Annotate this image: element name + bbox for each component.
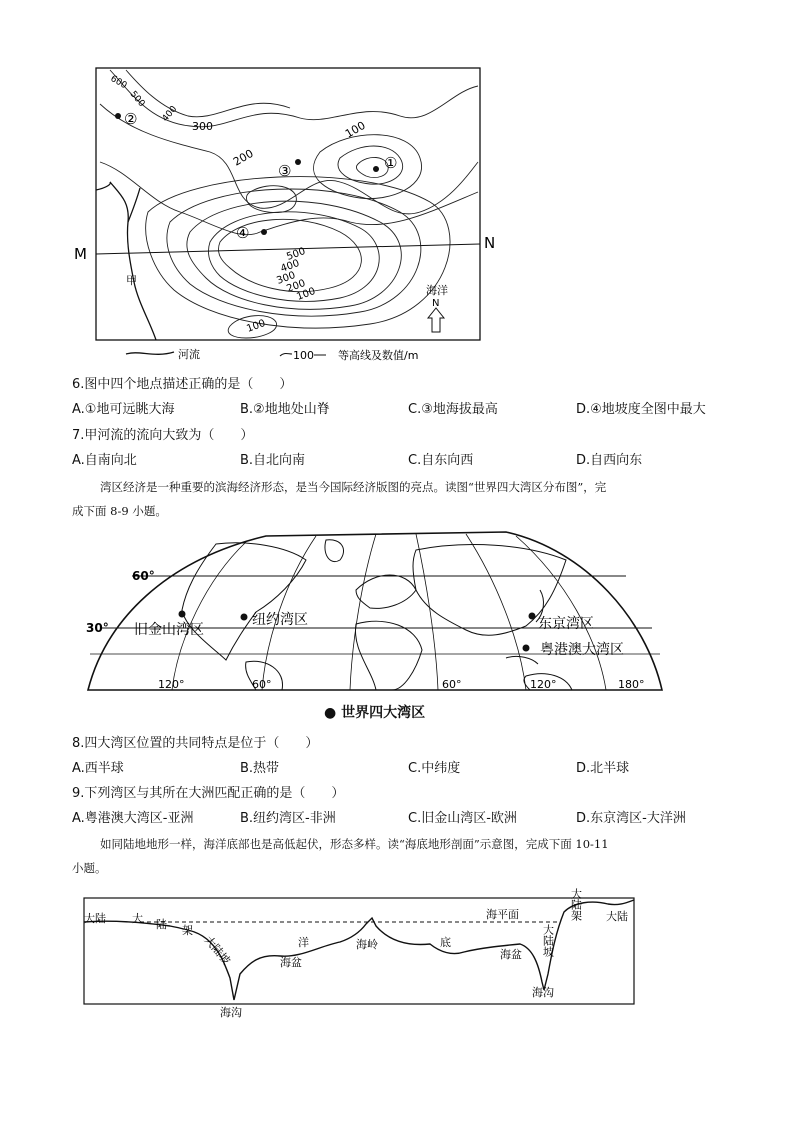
seafloor-profile-diagram <box>80 882 640 1022</box>
longitude-120w-label: 120° <box>158 678 185 691</box>
question-8-option-a[interactable]: A.西半球 <box>72 761 124 776</box>
greenland-outline <box>325 540 344 562</box>
label-land-left: 大陆 <box>84 912 106 925</box>
intro-line: 成下面 8-9 小题。 <box>72 504 167 518</box>
contour-value: 100 <box>295 285 317 303</box>
africa-outline <box>355 621 422 690</box>
question-7-option-d[interactable]: D.自西向东 <box>576 453 643 468</box>
question-8-option-d[interactable]: D.北半球 <box>576 761 630 776</box>
label-shelf-left-2: 陆 <box>156 918 167 931</box>
world-map-caption: ● 世界四大湾区 <box>324 705 426 721</box>
longitude-60w-label: 60° <box>252 678 272 691</box>
label-basin-left: 海盆 <box>280 956 302 969</box>
continent-outlines <box>182 540 572 690</box>
question-6-option-d[interactable]: D.④地坡度全图中最大 <box>576 402 706 417</box>
label-sea-level: 海平面 <box>486 908 519 921</box>
rivers <box>96 182 156 340</box>
intro-paragraph-seafloor <box>72 832 722 880</box>
label-ocean-1: 洋 <box>298 936 309 949</box>
bay-area-label-gba: 粤港澳大湾区 <box>540 642 624 658</box>
question-7-stem: 7.甲河流的流向大致为（ ） <box>72 428 254 443</box>
contour-value: 400 <box>160 104 180 124</box>
contour-value: 300 <box>275 269 297 287</box>
question-8-option-c[interactable]: C.中纬度 <box>408 761 461 776</box>
bay-area-dot-tokyo <box>529 613 536 620</box>
contour-value: 100 <box>245 317 267 335</box>
north-arrow-icon <box>428 308 444 332</box>
bay-area-label-tokyo: 东京湾区 <box>538 616 594 632</box>
longitude-180-label: 180° <box>618 678 645 691</box>
intro-line: 小题。 <box>72 861 107 875</box>
bay-area-dot-gba <box>523 645 530 652</box>
question-6-option-b[interactable]: B.②地地处山脊 <box>240 402 330 417</box>
river-jia-label: 甲 <box>126 274 137 287</box>
bay-area-dot-san-francisco <box>179 611 186 618</box>
ocean-label: 海洋 <box>426 284 448 297</box>
bay-area-dot-new-york <box>241 614 248 621</box>
endpoint-m-label: M <box>74 245 87 263</box>
point-3-dot <box>295 159 301 165</box>
label-trench-right: 海沟 <box>532 986 554 999</box>
question-9-option-d[interactable]: D.东京湾区-大洋洲 <box>576 811 686 826</box>
europe-outline <box>356 575 416 608</box>
intro-line: 如同陆地地形一样，海洋底部也是高低起伏，形态多样。读“海底地形剖面”示意图，完成下面 10-11 <box>100 837 609 851</box>
question-8-stem: 8.四大湾区位置的共同特点是位于（ ） <box>72 736 319 751</box>
label-slope-right: 大陆坡 <box>541 924 555 957</box>
bay-area-label-new-york: 纽约湾区 <box>252 612 308 628</box>
contour-value: 600 <box>108 73 129 92</box>
north-label: N <box>432 298 440 309</box>
point-2-label: ② <box>124 110 138 128</box>
question-7-option-c[interactable]: C.自东向西 <box>408 453 474 468</box>
topographic-map <box>70 62 520 372</box>
contour-value: 500 <box>285 245 307 263</box>
latitude-30-label: 30° <box>86 621 109 635</box>
endpoint-n-label: N <box>484 234 496 252</box>
contour-value: 300 <box>192 120 213 133</box>
legend-contour-value: 100 <box>293 349 314 362</box>
point-1-label: ① <box>384 154 398 172</box>
point-2-dot <box>115 113 121 119</box>
label-ocean-2: 底 <box>440 936 451 949</box>
intro-line: 湾区经济是一种重要的滨海经济形态，是当今国际经济版图的亮点。读图“世界四大湾区分布图”，完 <box>100 480 607 494</box>
point-3-label: ③ <box>278 162 292 180</box>
point-1-dot <box>373 166 379 172</box>
legend-river-symbol <box>126 352 174 354</box>
legend-contour-symbol <box>280 354 292 357</box>
point-4-dot <box>261 229 267 235</box>
meridians <box>172 534 606 690</box>
label-slope-left: 大陆坡 <box>201 933 233 968</box>
bay-area-label-san-francisco: 旧金山湾区 <box>134 622 204 638</box>
question-9-option-b[interactable]: B.纽约湾区-非洲 <box>240 811 336 826</box>
longitude-60e-label: 60° <box>442 678 462 691</box>
legend-contour-label: 等高线及数值/m <box>338 349 419 362</box>
map-outline <box>88 532 662 690</box>
question-6-option-a[interactable]: A.①地可远眺大海 <box>72 402 175 417</box>
question-9-option-c[interactable]: C.旧金山湾区-欧洲 <box>408 811 517 826</box>
longitude-120e-label: 120° <box>530 678 557 691</box>
north-america-outline <box>182 543 306 660</box>
label-shelf-right: 大陆架 <box>569 888 583 921</box>
question-8-option-b[interactable]: B.热带 <box>240 761 280 776</box>
point-4-label: ④ <box>236 224 250 242</box>
label-basin-right: 海盆 <box>500 948 522 961</box>
latitude-60-label: 60° <box>132 569 155 583</box>
question-9-stem: 9.下列湾区与其所在大洲匹配正确的是（ ） <box>72 786 345 801</box>
contour-value: 200 <box>285 277 307 295</box>
label-shelf-left-3: 架 <box>182 924 193 937</box>
map-frame <box>96 68 480 340</box>
label-trench-left: 海沟 <box>220 1006 242 1019</box>
contour-value: 500 <box>127 89 147 110</box>
contour-value: 200 <box>231 146 256 169</box>
contour-value: 100 <box>343 118 368 141</box>
contour-lines <box>100 70 478 338</box>
world-bay-areas-map <box>86 530 666 730</box>
legend-river-label: 河流 <box>178 348 200 361</box>
indonesia-outline <box>506 656 538 664</box>
label-shelf-left-1: 大 <box>132 912 143 925</box>
label-land-right: 大陆 <box>606 910 628 923</box>
contour-value: 400 <box>279 257 301 275</box>
label-ridge: 海岭 <box>356 938 378 951</box>
question-6-stem: 6.图中四个地点描述正确的是（ ） <box>72 377 293 392</box>
question-9-option-a[interactable]: A.粤港澳大湾区-亚洲 <box>72 811 194 826</box>
question-7-option-a[interactable]: A.自南向北 <box>72 453 137 468</box>
question-7-option-b[interactable]: B.自北向南 <box>240 453 306 468</box>
intro-paragraph-bay-areas <box>72 475 722 523</box>
question-6-option-c[interactable]: C.③地海拔最高 <box>408 402 498 417</box>
